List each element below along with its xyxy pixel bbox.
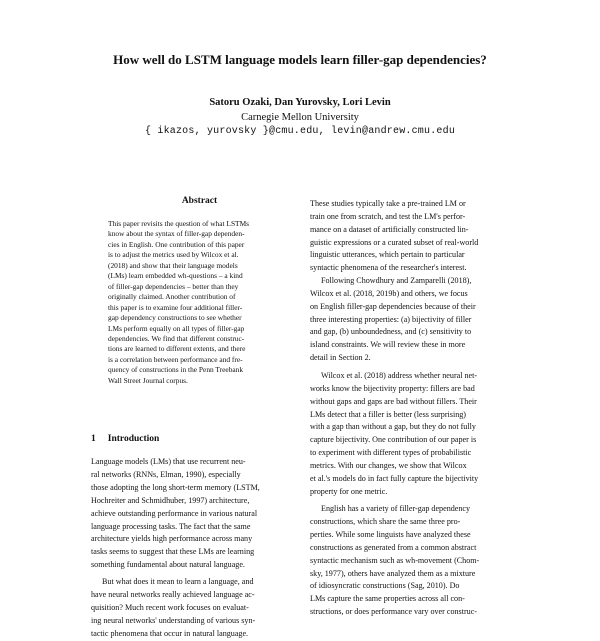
body-line: language processing tasks. The fact that the same xyxy=(91,521,251,531)
body-line: perties. While some linguists have analyzed these xyxy=(310,530,471,540)
affiliation: Carnegie Mellon University xyxy=(241,112,359,123)
body-line: structions, or does performance vary over construc- xyxy=(310,607,477,617)
body-line: without gaps and gaps are bad without fillers. Their xyxy=(310,396,477,406)
abstract-line: Wall Street Journal corpus. xyxy=(108,375,188,385)
body-line: ing neural networks' understanding of various syn- xyxy=(91,615,256,625)
body-line: metrics. With our changes, we show that Wilcox xyxy=(310,460,467,470)
body-line: architecture yields high performance across many xyxy=(91,534,253,544)
body-line: three interesting properties: (a) bijectivity of filler xyxy=(310,314,472,324)
body-line: Hochreiter and Schmidhuber, 1997) architecture, xyxy=(91,495,250,505)
paper-title: How well do LSTM language models learn filler-gap dependencies? xyxy=(113,52,487,67)
body-line: island constraints. We will review these in more xyxy=(310,340,466,350)
body-line: linguistic utterances, which pertain to particular xyxy=(310,250,465,260)
section-heading-introduction xyxy=(91,434,159,444)
abstract-line: this paper is to examine four additional filler- xyxy=(108,302,243,312)
body-line: ral networks (RNNs, Elman, 1990), especially xyxy=(91,469,241,479)
body-line: train one from scratch, and test the LM's perfor- xyxy=(310,211,466,221)
abstract-line: tions are learned to different extents, and there xyxy=(108,344,246,354)
abstract-line: quency of constructions in the Penn Treebank xyxy=(108,365,244,375)
body-line: syntactic phenomena of the researcher's interest. xyxy=(310,263,467,273)
body-line: constructions, which share the same three pro- xyxy=(310,517,461,527)
body-line: These studies typically take a pre-trained LM or xyxy=(310,199,466,208)
body-line: of idiosyncratic constructions (Sag, 2010). Do xyxy=(310,581,460,591)
body-line: English has a variety of filler-gap dependency xyxy=(321,504,471,514)
body-line: Wilcox et al. (2018) address whether neural net- xyxy=(321,370,478,380)
abstract-line: dependencies. We find that different construc- xyxy=(108,333,245,343)
section-title: Introduction xyxy=(107,434,160,444)
body-line: et al.'s models do in fact fully capture the bijectivity xyxy=(310,473,479,483)
body-line: detail in Section 2. xyxy=(310,353,371,363)
body-line: LMs capture the same properties across all con- xyxy=(310,594,465,604)
body-line: achieve outstanding performance in various natural xyxy=(91,508,258,518)
body-line: sky, 1977), others have analyzed them as a mixture xyxy=(310,568,476,578)
body-line: Following Chowdhury and Zamparelli (2018), xyxy=(321,276,472,286)
abstract-line: is a correlation between performance and fre- xyxy=(108,354,243,364)
abstract-heading: Abstract xyxy=(181,196,218,206)
abstract-line: know about the syntax of filler-gap dependen- xyxy=(108,229,245,239)
body-line: and gap, (b) unboundedness, and (c) sensitivity to xyxy=(310,327,472,337)
body-line: have neural networks really achieved language ac- xyxy=(91,590,255,600)
abstract-line: originally claimed. Another contribution of xyxy=(108,292,236,302)
body-line: with a gap than without a gap, but they do not fully xyxy=(310,422,476,432)
right-column-body xyxy=(310,198,525,619)
body-line: property for one metric. xyxy=(310,486,388,496)
body-line: constructions as generated from a common abstract xyxy=(310,542,477,552)
body-line: mance on a dataset of artificially constructed lin- xyxy=(310,224,469,234)
body-line: capture bijectivity. One contribution of our paper is xyxy=(310,435,477,445)
body-line: guistic expressions or a curated subset of real-world xyxy=(310,237,479,247)
abstract-line: This paper revisits the question of what LSTMs xyxy=(108,219,250,228)
body-line: Language models (LMs) that use recurrent neu- xyxy=(91,457,246,466)
body-line: syntactic mechanism such as wh-movement (Chom- xyxy=(310,555,480,565)
body-line: quisition? Much recent work focuses on evaluat- xyxy=(91,602,249,612)
body-line: tasks seems to suggest that these LMs are learning xyxy=(91,547,255,557)
abstract-line: is to adjust the metrics used by Wilcox et al. xyxy=(108,250,239,260)
section-number: 1 xyxy=(91,434,96,444)
abstract-line: (LMs) learn embedded wh-questions – a kind xyxy=(108,271,243,281)
author-list: Satoru Ozaki, Dan Yurovsky, Lori Levin xyxy=(209,97,391,108)
abstract-line: gap dependency constructions to see whether xyxy=(108,313,242,323)
abstract-line: of filler-gap dependencies – better than they xyxy=(108,281,239,291)
body-line: LMs detect that a filler is better (less surprising) xyxy=(310,409,466,419)
abstract-line: (2018) and show that their language models xyxy=(108,260,238,270)
abstract-body xyxy=(108,219,292,386)
body-line: those adopting the long short-term memory (LSTM, xyxy=(91,482,260,492)
abstract-line: LMs perform equally on all types of filler-gap xyxy=(108,323,245,333)
body-line: something fundamental about natural language. xyxy=(91,560,245,570)
abstract-line: cies in English. One contribution of this paper xyxy=(108,239,245,249)
author-emails: { ikazos, yurovsky }@cmu.edu, levin@andrew.cmu.edu xyxy=(144,126,456,137)
body-line: on English filler-gap dependencies because of their xyxy=(310,301,476,311)
body-line: to experiment with different types of probabilistic xyxy=(310,448,472,458)
body-line: But what does it mean to learn a language, and xyxy=(102,577,254,587)
introduction-body xyxy=(91,456,301,641)
body-line: Wilcox et al. (2018, 2019b) and others, we focus xyxy=(310,288,468,298)
body-line: tactic phenomena that occur in natural language. xyxy=(91,628,249,638)
body-line: works know the bijectivity property: fillers are bad xyxy=(310,383,475,393)
